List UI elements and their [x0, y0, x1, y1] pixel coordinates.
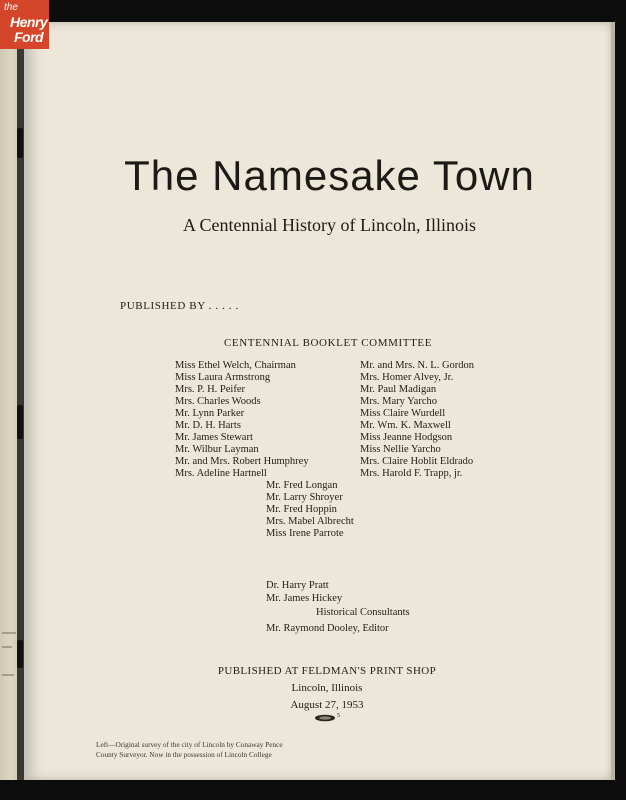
map-caption — [96, 740, 283, 760]
committee-member: Miss Nellie Yarcho — [360, 444, 441, 455]
published-by-label: PUBLISHED BY . . . . . — [120, 300, 239, 312]
binding-mark — [17, 640, 23, 668]
committee-member: Mr. Wm. K. Maxwell — [360, 420, 451, 431]
committee-member: Mr. Lynn Parker — [175, 408, 245, 419]
committee-member: Mrs. Charles Woods — [175, 396, 261, 407]
consultant-name: Mr. James Hickey — [266, 593, 343, 605]
page-title: The Namesake Town — [124, 152, 535, 199]
union-label-icon — [314, 714, 336, 722]
publisher-line: PUBLISHED AT FELDMAN'S PRINT SHOP — [217, 665, 437, 677]
consultant-name: Dr. Harry Pratt — [266, 580, 329, 591]
committee-member: Mrs. P. H. Peifer — [175, 384, 245, 395]
committee-member: Mr. Larry Shroyer — [266, 492, 343, 503]
committee-member: Mrs. Harold F. Trapp, jr. — [360, 468, 463, 479]
committee-member: Mr. Fred Longan — [266, 480, 338, 491]
committee-heading: CENTENNIAL BOOKLET COMMITTEE — [223, 337, 433, 349]
caption-line: Left—Original survey of the city of Lincoln by Conaway Pence — [96, 740, 283, 749]
committee-member: Mr. and Mrs. N. L. Gordon — [360, 360, 475, 371]
logo-the: the — [4, 2, 18, 13]
committee-member: Mrs. Homer Alvey, Jr. — [360, 372, 454, 383]
publisher-place: Lincoln, Illinois — [291, 682, 363, 694]
committee-member: Miss Laura Armstrong — [175, 372, 271, 383]
page-edge — [611, 22, 615, 780]
union-label-number: 5 — [337, 713, 340, 719]
publication-date: August 27, 1953 — [290, 699, 364, 711]
editor-credit: Mr. Raymond Dooley, Editor — [266, 622, 389, 634]
committee-member: Mr. and Mrs. Robert Humphrey — [175, 456, 309, 467]
committee-member: Mrs. Claire Hoblit Eldrado — [360, 456, 474, 467]
committee-member: Mr. Paul Madigan — [360, 384, 437, 395]
committee-member: Mrs. Mabel Albrecht — [266, 516, 354, 527]
committee-member: Mr. D. H. Harts — [175, 420, 241, 431]
henry-ford-logo — [0, 0, 49, 49]
consultants-label: Historical Consultants — [316, 606, 410, 618]
committee-right-column — [360, 360, 474, 480]
committee-member: Miss Irene Parrote — [266, 528, 344, 539]
binding-mark — [17, 128, 23, 158]
committee-center-column — [266, 480, 354, 540]
binding-mark — [17, 405, 23, 439]
committee-member: Mrs. Adeline Hartnell — [175, 468, 267, 479]
committee-member: Mr. Wilbur Layman — [175, 444, 259, 455]
logo-henry: Henry — [10, 14, 48, 30]
committee-member: Miss Jeanne Hodgson — [360, 432, 453, 443]
committee-left-column — [175, 360, 309, 480]
caption-line: County Surveyor. Now in the possession of Lincoln College — [96, 750, 272, 759]
page-subtitle: A Centennial History of Lincoln, Illinois — [183, 215, 476, 235]
committee-member: Mrs. Mary Yarcho — [360, 396, 437, 407]
committee-member: Mr. James Stewart — [175, 432, 253, 443]
committee-member: Miss Claire Wurdell — [360, 408, 446, 419]
committee-member: Mr. Fred Hoppin — [266, 504, 337, 515]
title-page — [24, 22, 611, 780]
historical-consultants — [266, 579, 410, 635]
logo-ford: Ford — [14, 29, 44, 45]
committee-member: Miss Ethel Welch, Chairman — [175, 360, 296, 371]
